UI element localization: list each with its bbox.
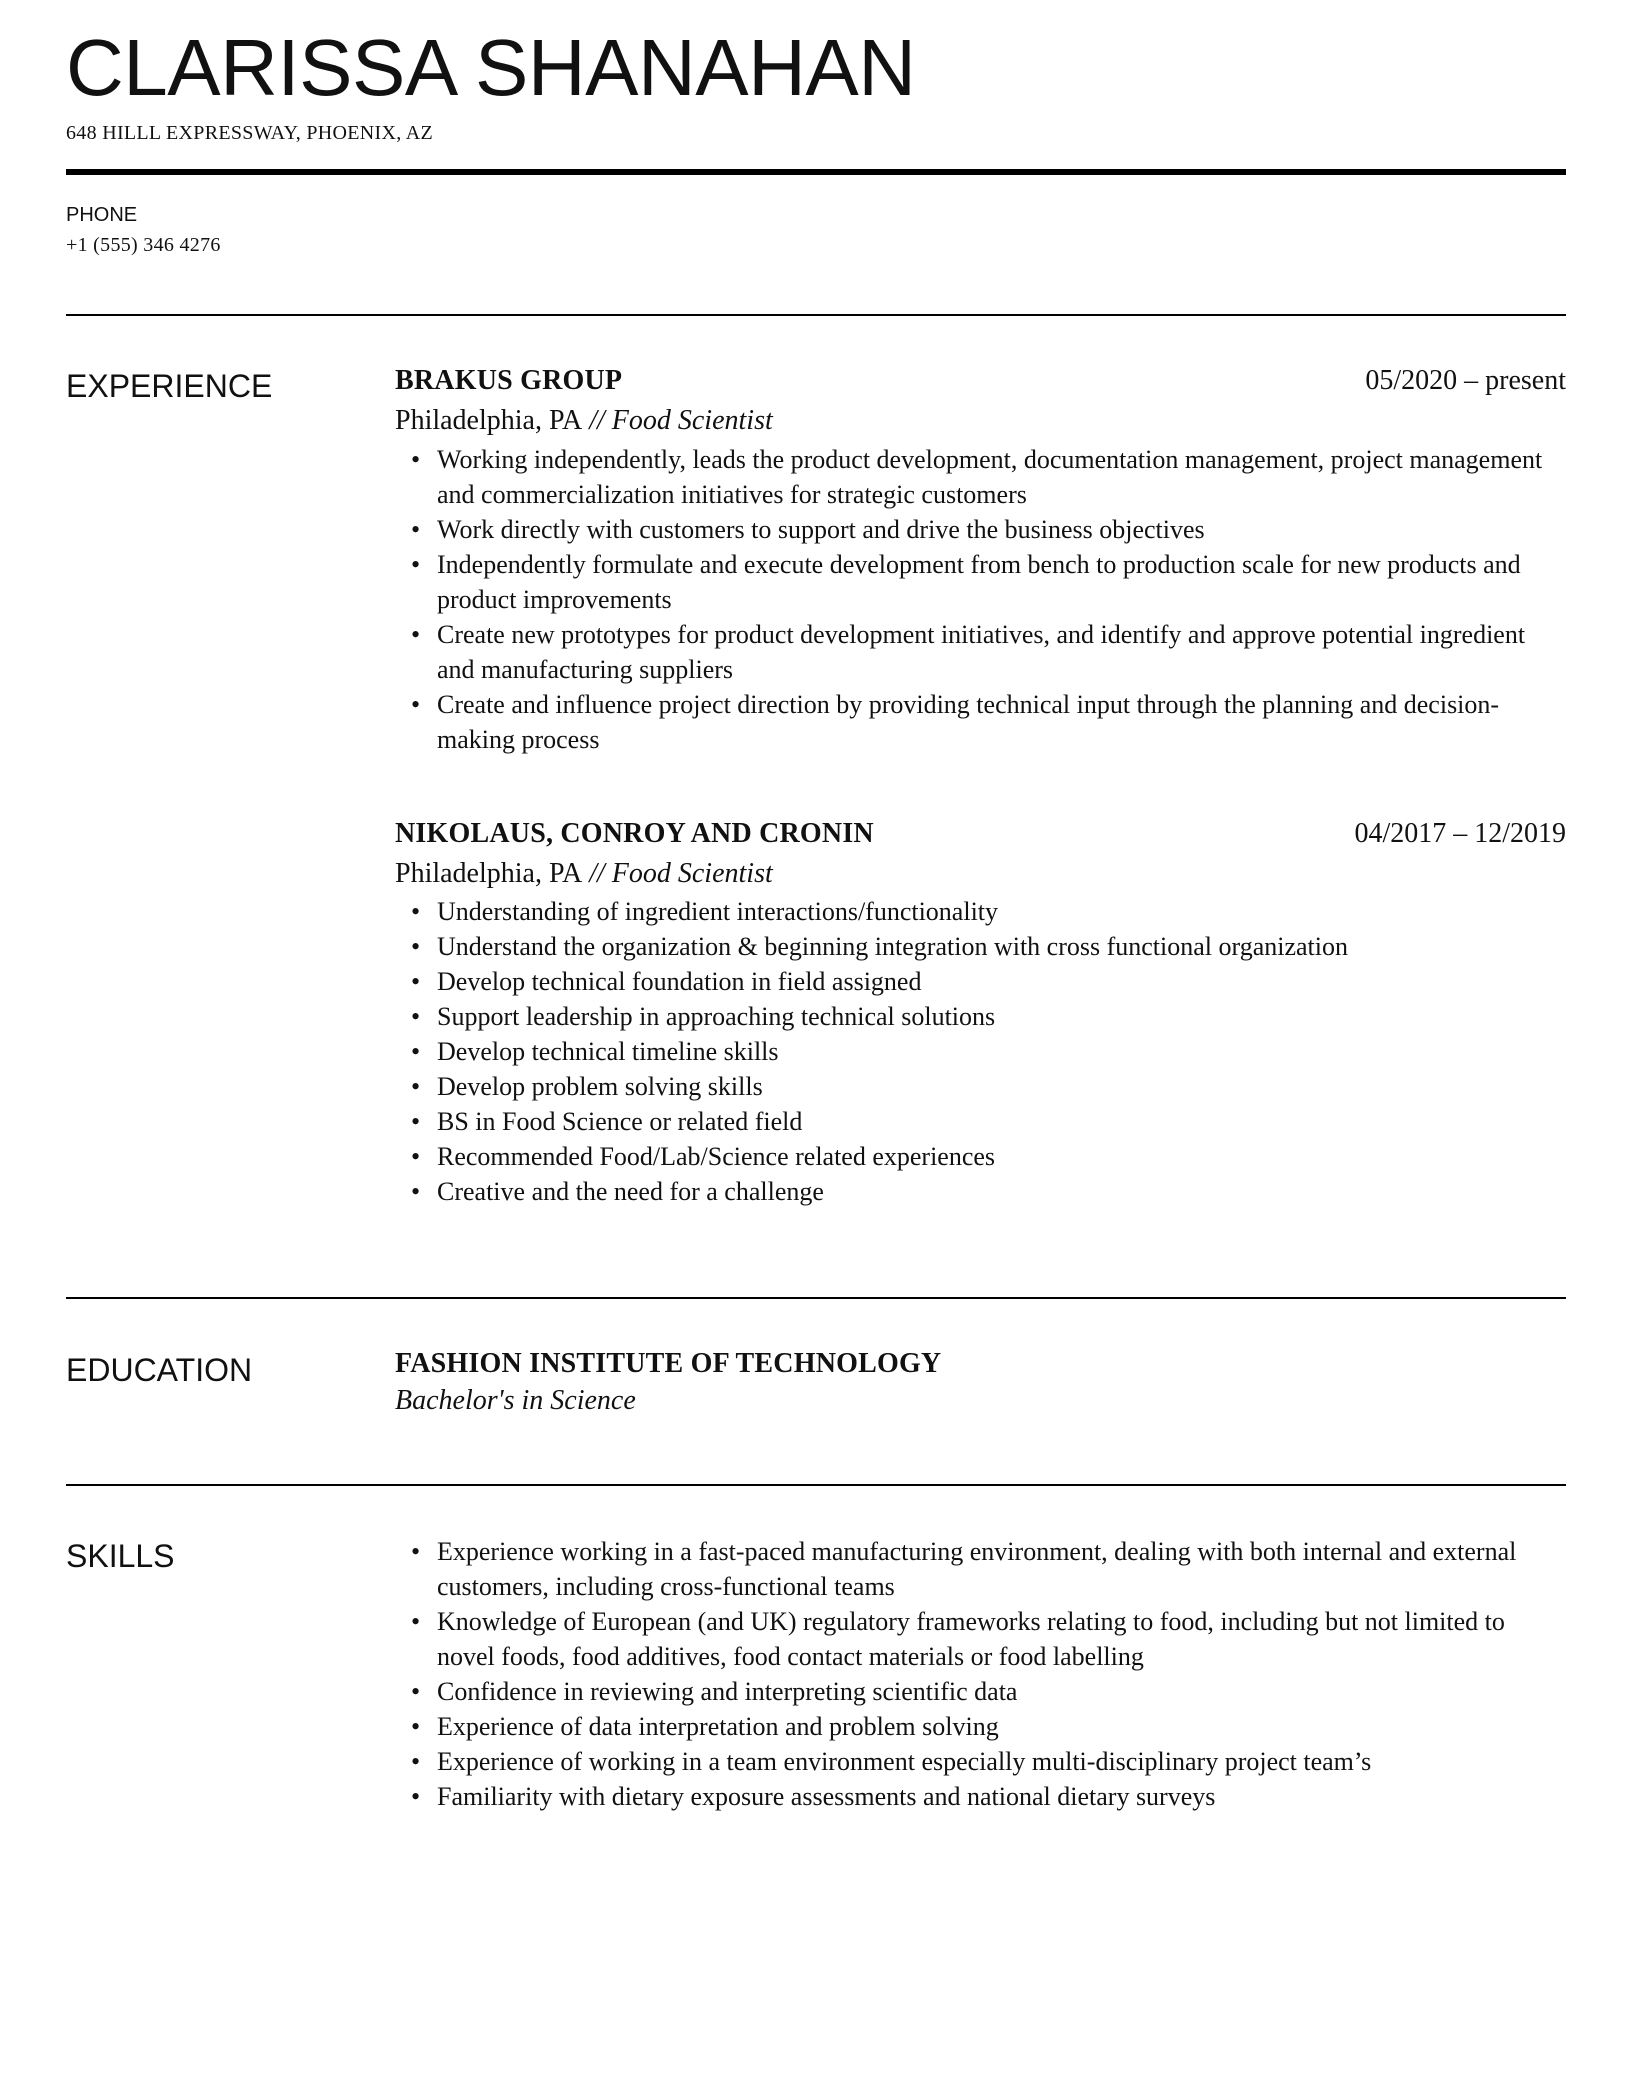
job-header [395,364,1566,404]
job-company: NIKOLAUS, CONROY AND CRONIN [395,817,874,849]
job-header [395,817,1566,857]
candidate-name: CLARISSA SHANAHAN [66,23,916,112]
education-title: EDUCATION [66,1352,253,1388]
list-item: • Experience of working in a team environment especially multi-disciplinary project team’s [395,1744,1566,1779]
list-item: • Experience working in a fast-paced manufacturing environment, dealing with both internal and external customers, including cross-functional teams [395,1534,1566,1604]
list-item: • Develop technical foundation in field assigned [395,964,1566,999]
phone-value: +1 (555) 346 4276 [66,234,221,256]
experience-title: EXPERIENCE [66,368,273,404]
skills-section [395,1534,1566,1814]
job-role: Food Scientist [611,405,773,436]
list-item: • Knowledge of European (and UK) regulatory frameworks relating to food, including but not limited to novel foods, food additives, food contact materials or food labelling [395,1604,1566,1674]
education-school: FASHION INSTITUTE OF TECHNOLOGY [395,1348,942,1379]
job-separator: // [582,857,612,889]
list-item: • Understand the organization & beginning integration with cross functional organization [395,929,1566,964]
job-location-role [395,404,1566,438]
list-item: • Develop problem solving skills [395,1069,1566,1104]
list-item: • Familiarity with dietary exposure assessments and national dietary surveys [395,1779,1566,1814]
section-divider-skills [66,1484,1566,1486]
job-bullets [395,442,1566,757]
list-item: • Confidence in reviewing and interpreting scientific data [395,1674,1566,1709]
job-dates: 04/2017 – 12/2019 [1354,817,1566,849]
skills-list [395,1534,1566,1814]
header-divider [66,169,1566,175]
list-item: • Working independently, leads the product development, documentation management, project management and commercialization initiatives for strategic customers [395,442,1566,512]
job-entry [395,817,1566,1210]
list-item: • Independently formulate and execute development from bench to production scale for new products and product improvements [395,547,1566,617]
candidate-address: 648 HILLL EXPRESSWAY, PHOENIX, AZ [66,122,433,144]
phone-label: PHONE [66,204,138,226]
education-degree: Bachelor's in Science [395,1384,636,1416]
section-divider-education [66,1297,1566,1299]
job-entry [395,364,1566,757]
job-company: BRAKUS GROUP [395,365,623,396]
job-role: Food Scientist [611,857,773,889]
job-location: Philadelphia, PA [395,405,583,436]
list-item: • Creative and the need for a challenge [395,1174,1566,1209]
job-bullets [395,894,1566,1209]
list-item: • Create and influence project direction by providing technical input through the planning and decision-making process [395,687,1566,757]
education-section [395,1347,1566,1419]
experience-section [395,364,1566,1209]
list-item: • Develop technical timeline skills [395,1034,1566,1069]
list-item: • Experience of data interpretation and problem solving [395,1709,1566,1744]
list-item: • BS in Food Science or related field [395,1104,1566,1139]
list-item: • Recommended Food/Lab/Science related experiences [395,1139,1566,1174]
list-item: • Work directly with customers to support and drive the business objectives [395,512,1566,547]
skills-title: SKILLS [66,1538,175,1574]
list-item: • Support leadership in approaching technical solutions [395,999,1566,1034]
job-dates: 05/2020 – present [1365,365,1566,396]
list-item: • Understanding of ingredient interactions/functionality [395,894,1566,929]
list-item: • Create new prototypes for product development initiatives, and identify and approve potential ingredient and manufacturing suppliers [395,617,1566,687]
job-location-role [395,857,1566,891]
job-location: Philadelphia, PA [395,857,583,889]
job-separator: // [582,405,612,436]
section-divider-experience [66,314,1566,316]
